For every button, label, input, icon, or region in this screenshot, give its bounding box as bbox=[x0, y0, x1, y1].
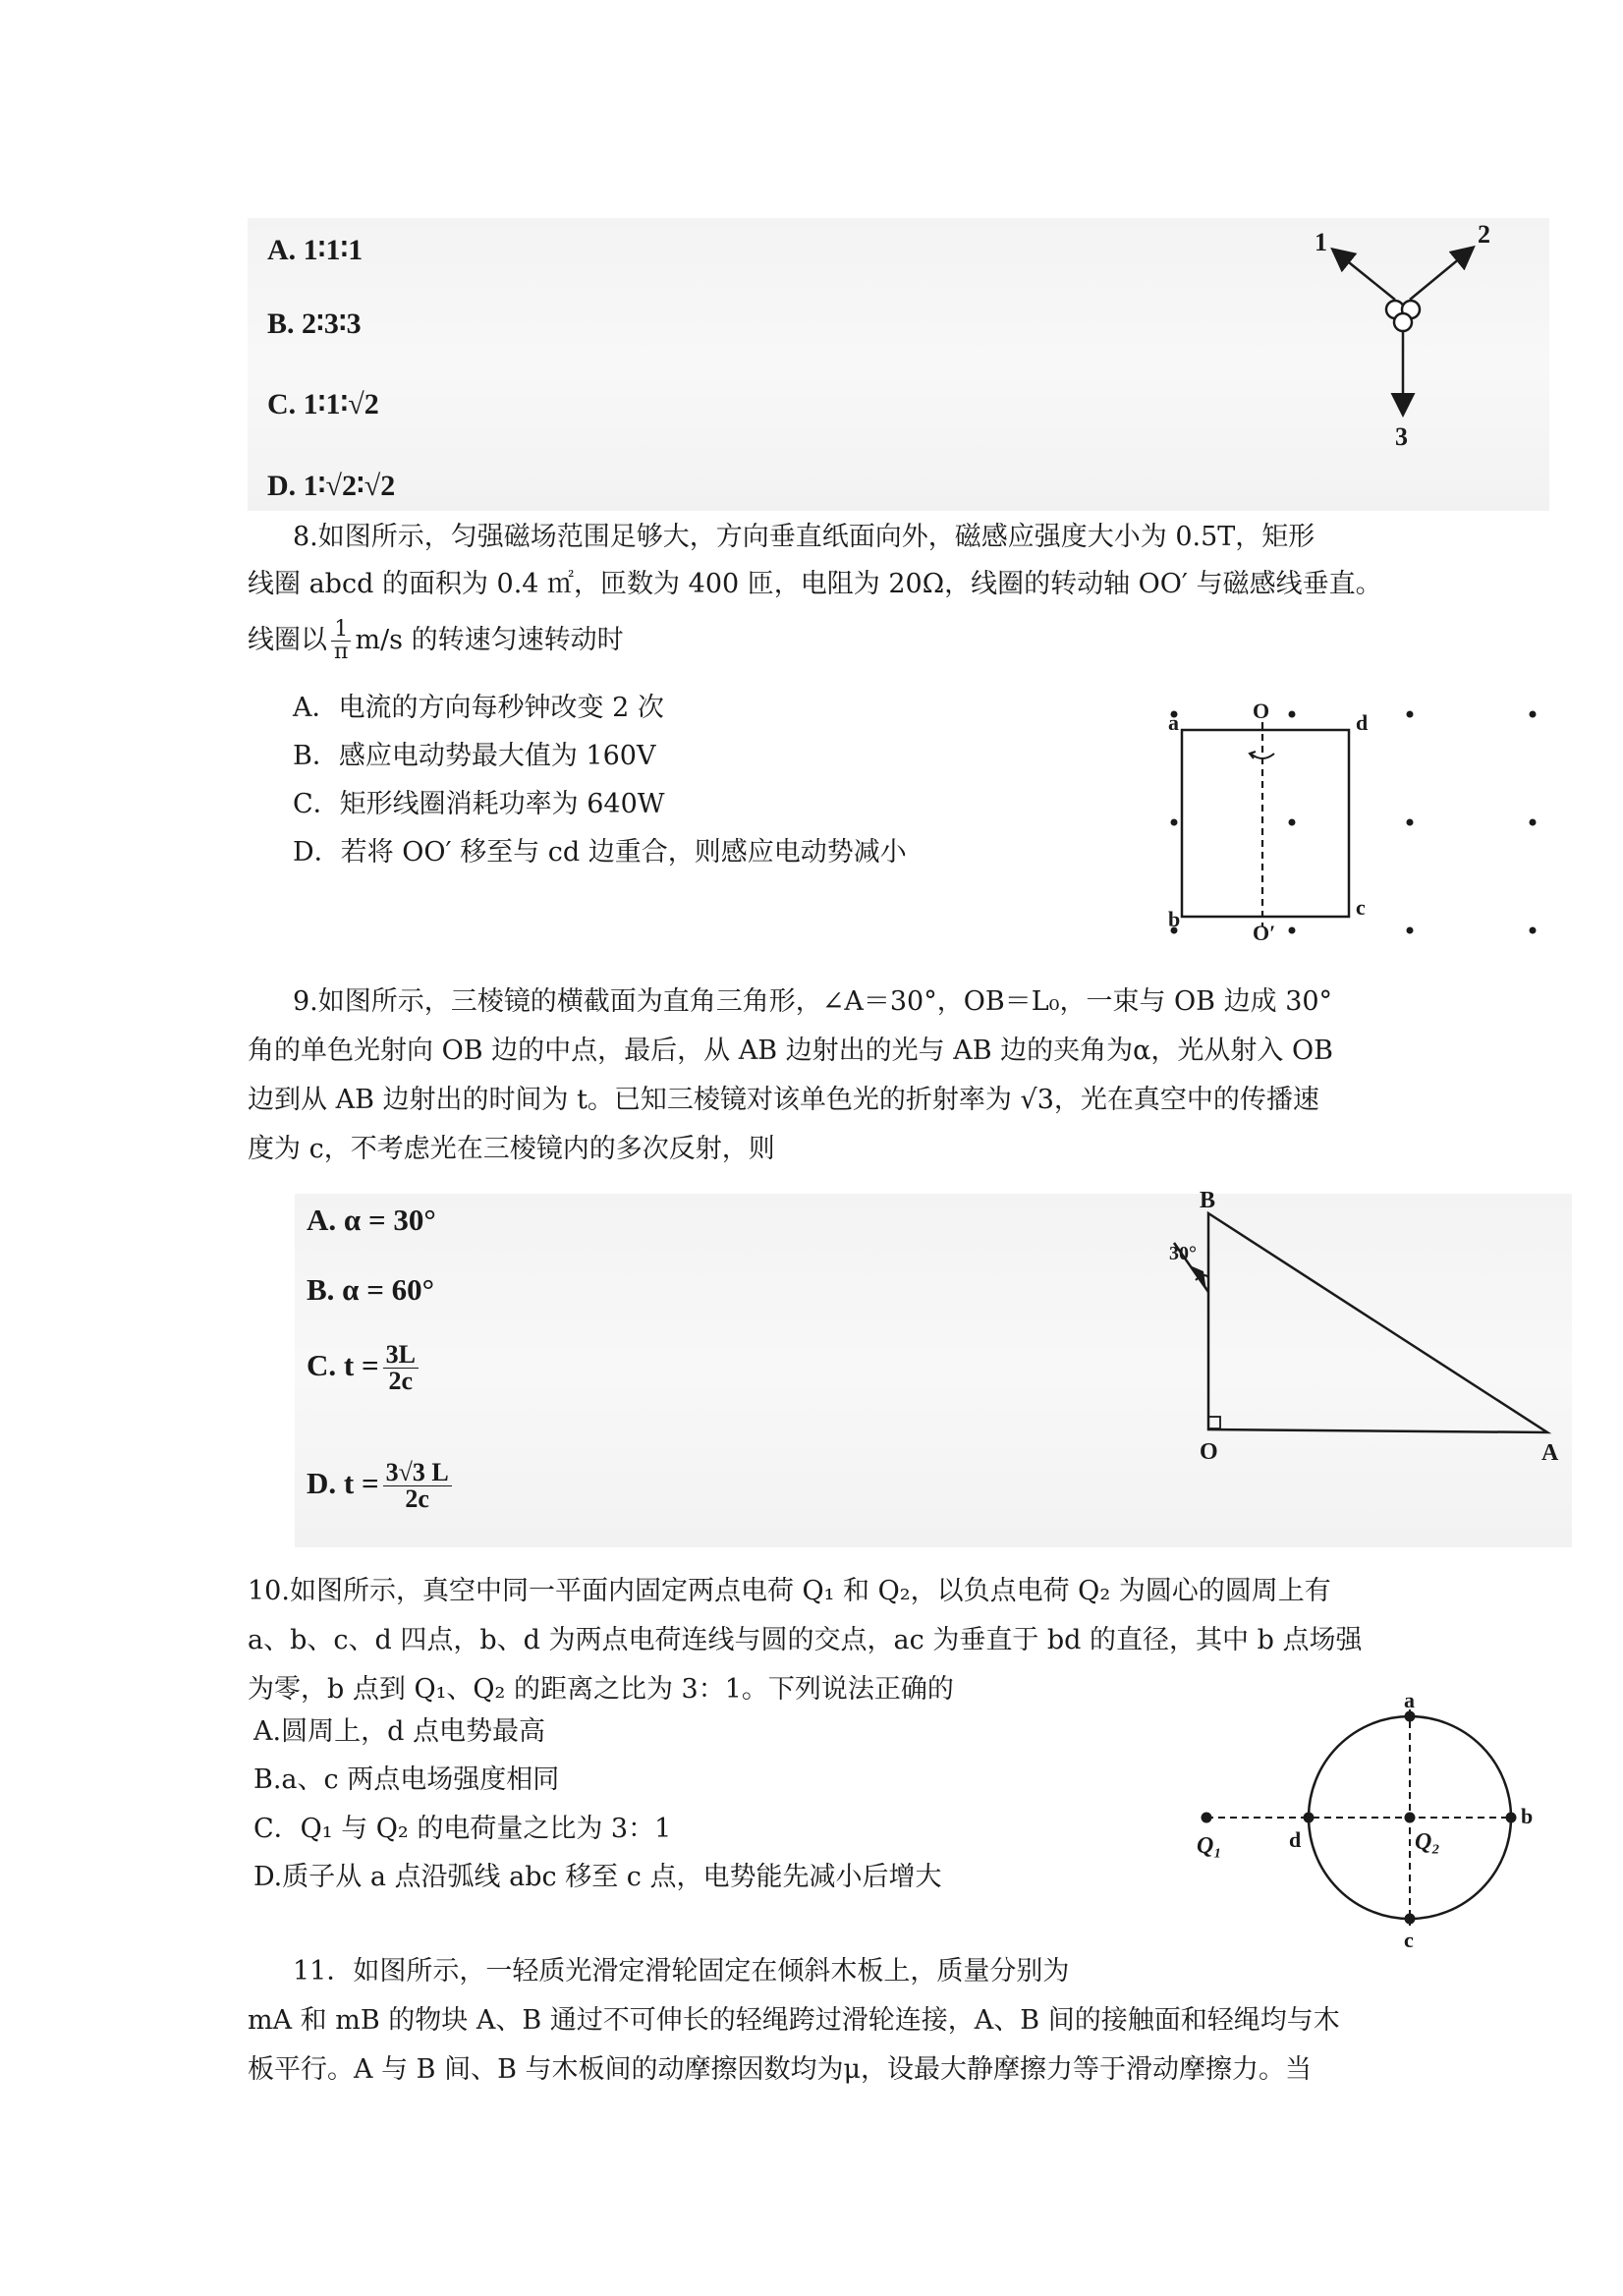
q10-stem-line-1: 10.如图所示，真空中同一平面内固定两点电荷 Q₁ 和 Q₂，以负点电荷 Q₂ 为圆心的圆周上有 bbox=[248, 1576, 1331, 1606]
q9-option-c-fraction bbox=[383, 1342, 419, 1394]
q9-option-b: B. α = 60° bbox=[307, 1272, 435, 1307]
q9-label-o: O bbox=[1200, 1439, 1218, 1465]
q9-option-c bbox=[307, 1336, 422, 1395]
q10-option-b: B.a、c 两点电场强度相同 bbox=[253, 1764, 560, 1795]
q9-label-a: A bbox=[1541, 1440, 1559, 1466]
q7-option-d: D. 1∶√2∶√2 bbox=[267, 470, 396, 502]
q10-label-a: a bbox=[1404, 1690, 1415, 1712]
q9-option-d bbox=[307, 1454, 456, 1513]
q9-stem-line-2: 角的单色光射向 OB 边的中点，最后，从 AB 边射出的光与 AB 边的夹角为α，光从射入 OB bbox=[248, 1036, 1333, 1066]
q8-label-c: c bbox=[1356, 895, 1366, 920]
q7-label-2: 2 bbox=[1478, 221, 1490, 249]
q10-option-c: C．Q₁ 与 Q₂ 的电荷量之比为 3：1 bbox=[253, 1814, 672, 1844]
q9-option-a: A. α = 30° bbox=[307, 1203, 436, 1237]
q8-label-a: a bbox=[1168, 710, 1179, 735]
q7-label-1: 1 bbox=[1315, 228, 1327, 256]
q8-label-d: d bbox=[1356, 710, 1369, 735]
q10-stem-line-3: 为零，b 点到 Q₁、Q₂ 的距离之比为 3：1。下列说法正确的 bbox=[248, 1674, 954, 1705]
q9-right-angle-mark bbox=[1208, 1417, 1220, 1428]
q9-option-d-fraction bbox=[383, 1460, 452, 1512]
q8-speed-fraction bbox=[331, 619, 351, 663]
q9-prism-triangle bbox=[1208, 1213, 1547, 1432]
q9-stem-line-1: 9.如图所示，三棱镜的横截面为直角三角形，∠A＝30°，OB＝L₀，一束与 OB 边成 30° bbox=[293, 986, 1333, 1017]
q9-option-d-prefix: D. t = bbox=[307, 1466, 379, 1500]
q9-option-d-numerator: 3√3 L bbox=[383, 1460, 452, 1486]
q9-stem-line-3: 边到从 AB 边射出的时间为 t。已知三棱镜对该单色光的折射率为 √3，光在真空中的传播速 bbox=[248, 1085, 1319, 1115]
q9-stem-line-4: 度为 c，不考虑光在三棱镜内的多次反射，则 bbox=[248, 1134, 775, 1164]
q9-option-c-numerator: 3L bbox=[383, 1342, 419, 1369]
q10-label-d: d bbox=[1289, 1827, 1302, 1852]
q9-option-c-prefix: C. t = bbox=[307, 1348, 379, 1382]
q8-label-o-prime: O′ bbox=[1253, 921, 1276, 945]
q11-stem-line-1: 11．如图所示，一轻质光滑定滑轮固定在倾斜木板上，质量分别为 bbox=[293, 1956, 1070, 1987]
q9-label-b: B bbox=[1200, 1189, 1216, 1213]
q10-label-q2: Q₂ bbox=[1415, 1829, 1440, 1855]
q10-charge-diagram bbox=[1179, 1690, 1552, 1965]
q7-force-diagram bbox=[1297, 221, 1513, 457]
q10-option-d: D.质子从 a 点沿弧线 abc 移至 c 点，电势能先减小后增大 bbox=[253, 1862, 942, 1892]
q10-option-a: A.圆周上，d 点电势最高 bbox=[253, 1716, 545, 1747]
q10-label-q1: Q₁ bbox=[1197, 1833, 1222, 1859]
q7-option-b: B. 2∶3∶3 bbox=[267, 308, 362, 340]
q8-label-b: b bbox=[1168, 907, 1181, 931]
q8-option-d: D．若将 OO′ 移至与 cd 边重合，则感应电动势减小 bbox=[293, 837, 907, 868]
q8-stem-line-3 bbox=[248, 619, 624, 663]
q8-stem-line-1: 8.如图所示，匀强磁场范围足够大，方向垂直纸面向外，磁感应强度大小为 0.5T，矩形 bbox=[293, 522, 1315, 552]
q9-option-c-denominator: 2c bbox=[388, 1367, 414, 1396]
q8-option-c: C．矩形线圈消耗功率为 640W bbox=[293, 789, 665, 819]
q7-option-a: A. 1∶1∶1 bbox=[267, 234, 364, 266]
q7-option-c: C. 1∶1∶√2 bbox=[267, 388, 379, 420]
q8-option-b: B．感应电动势最大值为 160V bbox=[293, 741, 656, 771]
q9-option-d-denominator: 2c bbox=[405, 1484, 429, 1514]
q9-label-angle: 30° bbox=[1169, 1243, 1197, 1264]
q10-label-c: c bbox=[1404, 1928, 1414, 1952]
q7-label-3: 3 bbox=[1395, 422, 1408, 451]
q8-line3-prefix: 线圈以 bbox=[248, 625, 327, 655]
q8-label-o: O bbox=[1253, 699, 1270, 723]
q8-coil-diagram bbox=[1154, 693, 1567, 968]
q8-option-a: A．电流的方向每秒钟改变 2 次 bbox=[293, 693, 664, 723]
q8-line3-suffix: m/s 的转速匀速转动时 bbox=[355, 625, 624, 655]
q8-fraction-denominator: π bbox=[334, 640, 349, 664]
q8-field-dots bbox=[1171, 711, 1537, 934]
q11-stem-line-3: 板平行。A 与 B 间、B 与木板间的动摩擦因数均为μ，设最大静摩擦力等于滑动摩擦力。当 bbox=[248, 2054, 1313, 2085]
q10-label-b: b bbox=[1521, 1804, 1534, 1828]
q8-fraction-numerator: 1 bbox=[331, 619, 351, 642]
q9-stem bbox=[248, 978, 1392, 1174]
q11-stem-line-2: mA 和 mB 的物块 A、B 通过不可伸长的轻绳跨过滑轮连接，A、B 间的接触面和轻绳均与木 bbox=[248, 2005, 1340, 2036]
q10-stem-line-2: a、b、c、d 四点，b、d 为两点电荷连线与圆的交点，ac 为垂直于 bd 的直径，其中 b 点场强 bbox=[248, 1625, 1363, 1655]
q8-stem-line-2: 线圈 abcd 的面积为 0.4 ㎡，匝数为 400 匝，电阻为 20Ω，线圈的转动轴 OO′ 与磁感线垂直。 bbox=[248, 569, 1382, 599]
q9-prism-diagram bbox=[1145, 1189, 1577, 1484]
